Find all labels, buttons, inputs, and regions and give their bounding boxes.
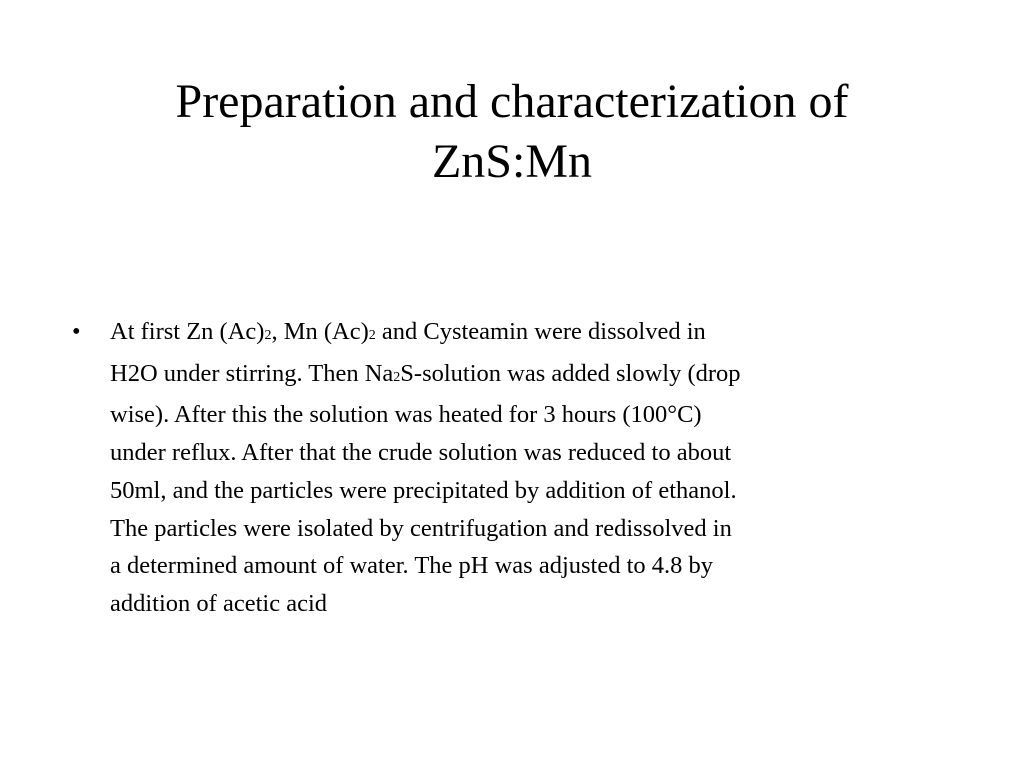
bullet-line-8: addition of acetic acid xyxy=(110,589,327,617)
slide-title xyxy=(60,72,964,192)
bullet-line-1 xyxy=(110,313,932,355)
subscript: 2 xyxy=(393,369,401,385)
text-segment: S-solution was added slowly (drop xyxy=(400,359,741,387)
bullet-line-7: a determined amount of water. The pH was adjusted to 4.8 by xyxy=(110,552,714,580)
bullet-item xyxy=(72,313,932,623)
subscript: 2 xyxy=(264,328,272,343)
slide-title-line-1: Preparation and characterization of xyxy=(175,75,849,128)
bullet-line-6: The particles were isolated by centrifugation and redissolved in xyxy=(110,514,732,542)
bullet-line-4: under reflux. After that the crude solution was reduced to about xyxy=(110,439,732,467)
slide-title-line-2: ZnS:Mn xyxy=(431,135,593,188)
text-segment: H2O under stirring. Then Na xyxy=(110,359,394,387)
slide-body xyxy=(72,313,932,623)
text-segment: and Cysteamin were dissolved in xyxy=(375,318,706,345)
text-segment: At first Zn (Ac) xyxy=(110,318,265,345)
bullet-line-3: wise). After this the solution was heated for 3 hours (100°C) xyxy=(110,401,702,429)
bullet-line-5: 50ml, and the particles were precipitated by addition of ethanol. xyxy=(110,476,737,504)
bullet-icon: • xyxy=(72,318,81,345)
text-segment: , Mn (Ac) xyxy=(271,318,369,345)
bullet-line-2 xyxy=(110,355,932,397)
subscript: 2 xyxy=(368,328,376,343)
